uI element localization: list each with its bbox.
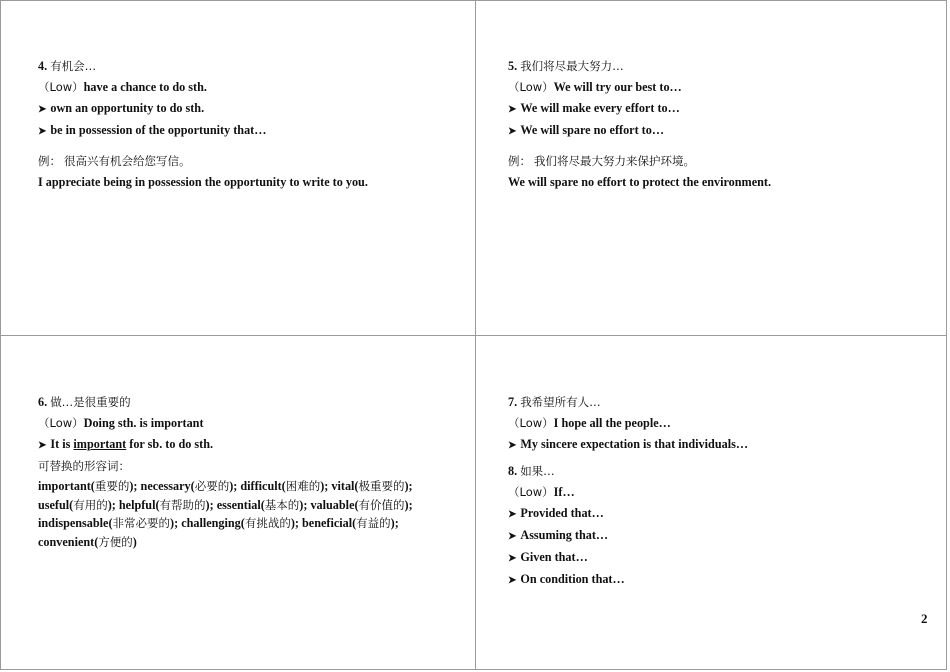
adjective-zh: 有用的 xyxy=(73,497,108,512)
panel-4 xyxy=(38,56,368,193)
bullet-item xyxy=(508,120,771,142)
adjective-item: difficult(困难的); xyxy=(240,479,332,493)
arrow-bullet-icon: ➤ xyxy=(508,126,517,137)
arrow-bullet-icon: ➤ xyxy=(508,440,517,451)
bullet-text: own an opportunity to do sth. xyxy=(50,101,205,115)
bullet-text: be in possession of the opportunity that… xyxy=(50,123,267,137)
bullet-item xyxy=(38,434,443,456)
panel-6-heading xyxy=(38,392,443,413)
adjective-en: indispensable( xyxy=(38,516,113,530)
low-line xyxy=(508,77,771,98)
panel-7-heading xyxy=(508,392,748,413)
low-tag: （Low） xyxy=(38,80,84,94)
bullet-text: On condition that… xyxy=(520,572,625,586)
adjective-en: helpful( xyxy=(118,497,160,512)
adjective-en: useful( xyxy=(38,497,74,512)
adjective-zh: 基本的 xyxy=(264,497,300,512)
adjective-item: challenging(有挑战的); xyxy=(181,516,303,530)
adjective-item: vital(极重要的); xyxy=(331,479,413,493)
example-zh-line xyxy=(38,151,368,172)
low-text: I hope all the people… xyxy=(553,416,671,430)
adjective-item: essential(基本的); xyxy=(216,497,311,512)
adjective-en: beneficial( xyxy=(302,516,357,530)
low-tag: （Low） xyxy=(38,416,84,430)
adjective-item: useful(有用的); xyxy=(38,497,119,512)
heading-number: 8. xyxy=(508,464,518,478)
horizontal-divider xyxy=(0,335,947,336)
panel-7-8 xyxy=(508,392,748,591)
bullet-item xyxy=(38,120,368,142)
example-label: 例： xyxy=(508,154,531,168)
panel-5 xyxy=(508,56,771,193)
low-text: If… xyxy=(553,485,575,499)
panel-6 xyxy=(38,392,443,551)
low-tag: （Low） xyxy=(508,416,554,430)
bullet-item xyxy=(508,98,771,120)
adjective-zh: 困难的 xyxy=(285,479,321,493)
bullet-text: Given that… xyxy=(520,550,588,564)
bullet-text: We will make every effort to… xyxy=(520,101,680,115)
example-zh: 很高兴有机会给您写信。 xyxy=(64,154,191,168)
alt-label: 可替换的形容词： xyxy=(38,459,130,473)
low-text: have a chance to do sth. xyxy=(83,80,207,94)
low-line xyxy=(38,77,368,98)
low-line xyxy=(38,413,443,434)
low-text: We will try our best to… xyxy=(553,80,682,94)
bullet-text: It is xyxy=(50,437,71,451)
bullet-item xyxy=(508,569,748,591)
example-en: I appreciate being in possession the opportunity to write to you. xyxy=(38,175,368,189)
adjective-item: convenient(方便的) xyxy=(38,534,137,549)
bullet-item xyxy=(508,525,748,547)
arrow-bullet-icon: ➤ xyxy=(38,126,47,137)
adjective-item: valuable(有价值的); xyxy=(310,497,413,512)
bullet-item xyxy=(508,503,748,525)
adjective-item: indispensable(非常必要的); xyxy=(38,516,182,530)
adjective-en: valuable( xyxy=(310,497,359,512)
arrow-bullet-icon: ➤ xyxy=(508,553,517,564)
low-line xyxy=(508,482,748,503)
low-tag: （Low） xyxy=(508,80,554,94)
adjective-en: vital( xyxy=(331,479,359,493)
adjective-zh: 方便的 xyxy=(98,534,133,549)
arrow-bullet-icon: ➤ xyxy=(38,104,47,115)
adjective-item: necessary(必要的); xyxy=(140,479,241,493)
adjective-en: convenient( xyxy=(38,534,99,549)
arrow-bullet-icon: ➤ xyxy=(508,575,517,586)
bullet-text: My sincere expectation is that individuals… xyxy=(520,437,749,451)
adjective-item: beneficial(有益的); xyxy=(302,516,399,530)
heading-number: 7. xyxy=(508,395,518,409)
bullet-item xyxy=(508,547,748,569)
adjective-zh: 有挑战的 xyxy=(244,516,291,530)
adjective-list xyxy=(38,477,443,551)
bullet-item xyxy=(508,434,748,456)
heading-number: 4. xyxy=(38,59,48,73)
arrow-bullet-icon: ➤ xyxy=(508,509,517,520)
example-en: We will spare no effort to protect the environment. xyxy=(508,175,771,189)
underlined-word: important xyxy=(73,437,127,451)
adjective-en: necessary( xyxy=(140,479,195,493)
bullet-text: Provided that… xyxy=(520,506,604,520)
heading-zh: 我希望所有人… xyxy=(520,395,601,409)
panel-5-heading xyxy=(508,56,771,77)
example-zh-line xyxy=(508,151,771,172)
heading-zh: 如果… xyxy=(520,464,555,478)
panel-4-heading xyxy=(38,56,368,77)
arrow-bullet-icon: ➤ xyxy=(508,531,517,542)
adjective-zh: 非常必要的 xyxy=(112,516,171,530)
bullet-text: for sb. to do sth. xyxy=(129,437,214,451)
adjective-zh: 必要的 xyxy=(194,479,230,493)
low-line xyxy=(508,413,748,434)
adjective-zh: 重要的 xyxy=(94,479,130,493)
bullet-item xyxy=(38,98,368,120)
heading-zh: 有机会… xyxy=(50,59,97,73)
heading-zh: 我们将尽最大努力… xyxy=(520,59,624,73)
arrow-bullet-icon: ➤ xyxy=(508,104,517,115)
bullet-text: We will spare no effort to… xyxy=(520,123,665,137)
alt-label-line xyxy=(38,456,443,477)
adjective-item: important(重要的); xyxy=(38,479,141,493)
heading-number: 5. xyxy=(508,59,518,73)
bullet-text: Assuming that… xyxy=(520,528,609,542)
adjective-en: challenging( xyxy=(181,516,245,530)
adjective-en: difficult( xyxy=(240,479,286,493)
page-number: 2 xyxy=(921,611,928,626)
heading-number: 6. xyxy=(38,395,48,409)
adjective-zh: 有帮助的 xyxy=(159,497,206,512)
adjective-zh: 极重要的 xyxy=(358,479,405,493)
example-label: 例： xyxy=(38,154,61,168)
adjective-item: helpful(有帮助的); xyxy=(118,497,217,512)
adjective-zh: 有益的 xyxy=(356,516,391,530)
example-zh: 我们将尽最大努力来保护环境。 xyxy=(534,154,696,168)
low-tag: （Low） xyxy=(508,485,554,499)
heading-zh: 做…是很重要的 xyxy=(50,395,131,409)
adjective-en: essential( xyxy=(216,497,265,512)
arrow-bullet-icon: ➤ xyxy=(38,440,47,451)
adjective-en: important( xyxy=(38,479,95,493)
panel-8-heading xyxy=(508,461,748,482)
low-text: Doing sth. is important xyxy=(83,416,204,430)
adjective-zh: 有价值的 xyxy=(358,497,405,512)
